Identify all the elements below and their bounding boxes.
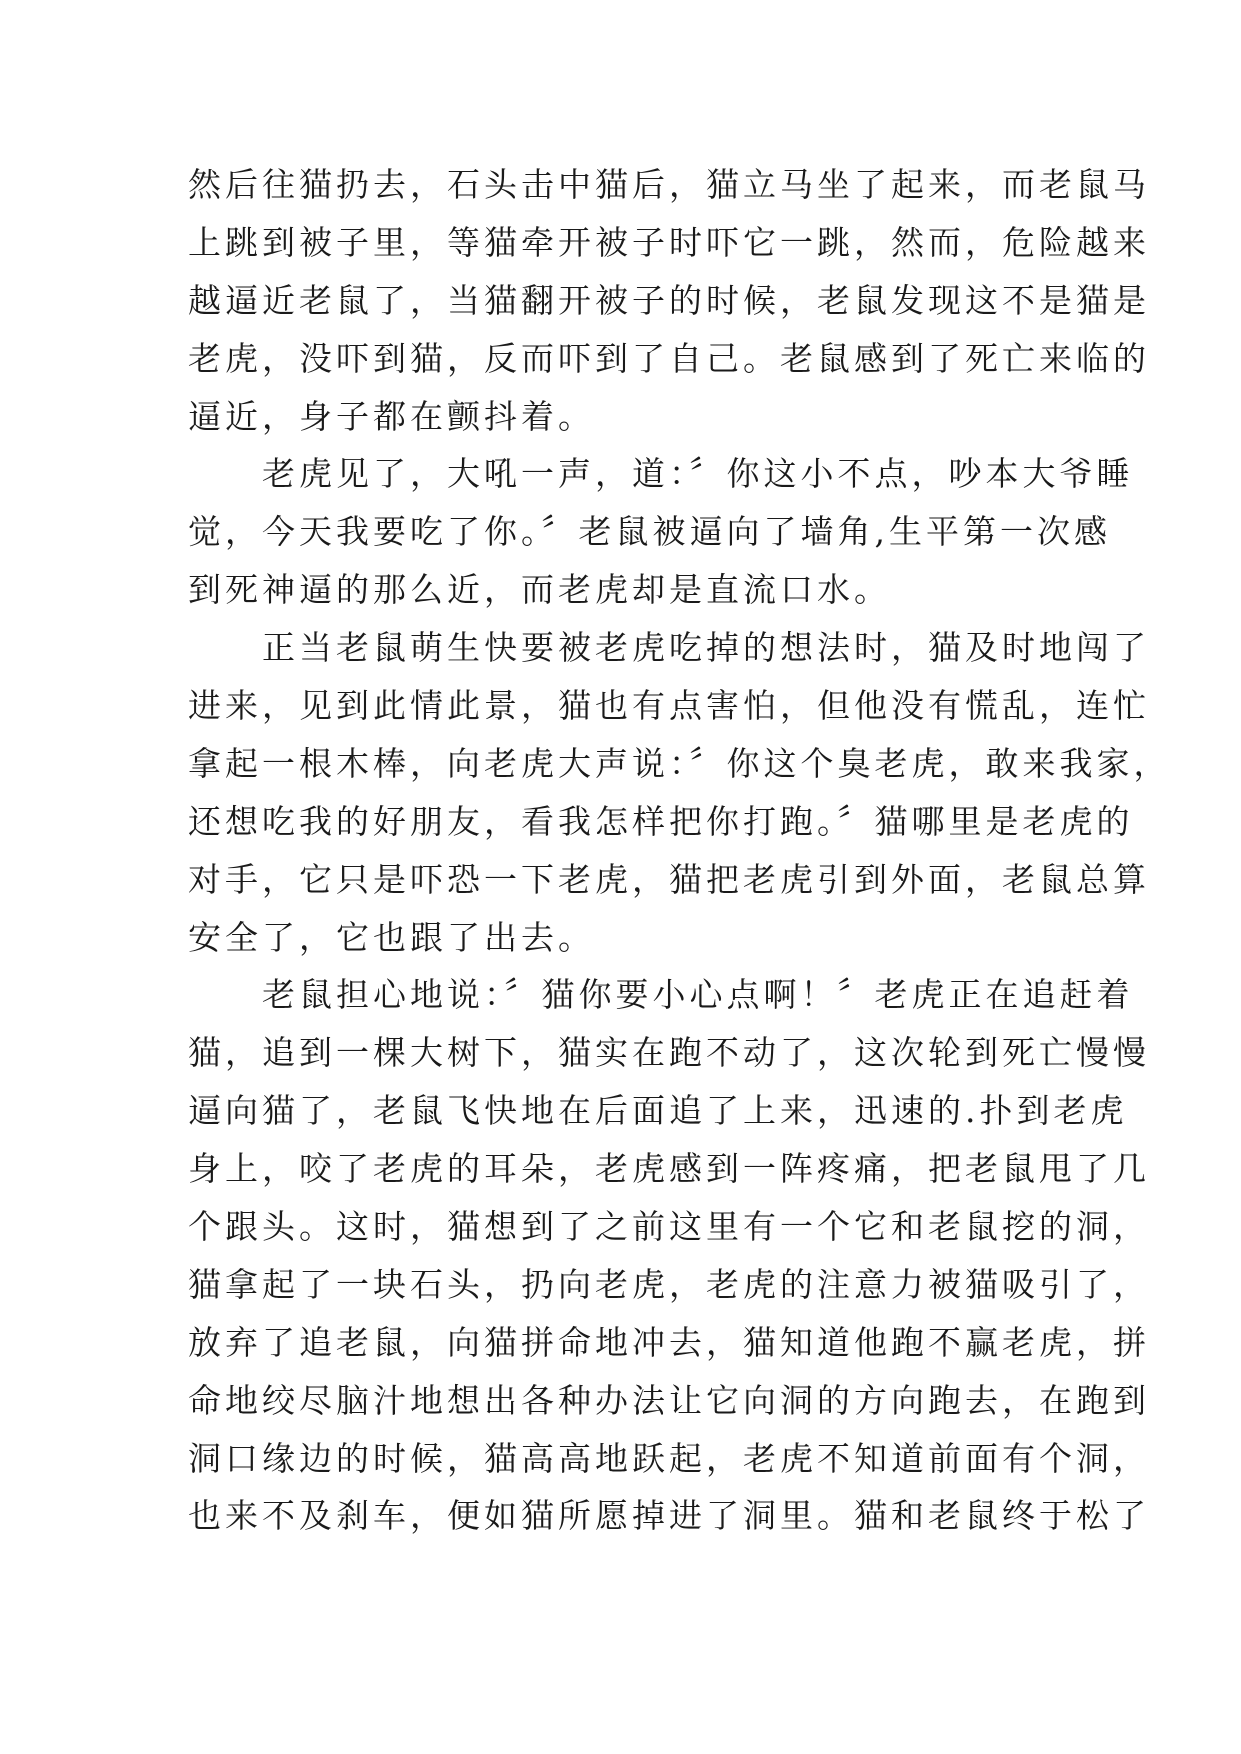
text-line: 还想吃我的好朋友，看我怎样把你打跑。〞猫哪里是老虎的 bbox=[188, 801, 1134, 841]
text-line: 越逼近老鼠了，当猫翻开被子的时候，老鼠发现这不是猫是 bbox=[188, 280, 1150, 320]
text-line: 也来不及刹车，便如猫所愿掉进了洞里。猫和老鼠终于松了 bbox=[188, 1496, 1150, 1536]
text-line: 放弃了追老鼠，向猫拼命地冲去，猫知道他跑不赢老虎，拼 bbox=[188, 1322, 1150, 1362]
text-line: 个跟头。这时，猫想到了之前这里有一个它和老鼠挖的洞， bbox=[188, 1207, 1150, 1247]
text-line: 猫拿起了一块石头，扔向老虎，老虎的注意力被猫吸引了， bbox=[188, 1264, 1150, 1304]
text-line: 对手，它只是吓恐一下老虎，猫把老虎引到外面，老鼠总算 bbox=[188, 859, 1150, 899]
text-line: 拿起一根木棒，向老虎大声说：〞你这个臭老虎，敢来我家， bbox=[188, 743, 1171, 783]
text-line: 逼近，身子都在颤抖着。 bbox=[188, 396, 595, 436]
text-line: 进来，见到此情此景，猫也有点害怕，但他没有慌乱，连忙 bbox=[188, 686, 1150, 726]
text-line: 猫，追到一棵大树下，猫实在跑不动了，这次轮到死亡慢慢 bbox=[188, 1033, 1150, 1073]
story-text bbox=[188, 156, 1171, 1545]
text-line: 逼向猫了，老鼠飞快地在后面追了上来，迅速的.扑到老虎 bbox=[188, 1091, 1128, 1131]
text-line: 上跳到被子里，等猫牵开被子时吓它一跳，然而，危险越来 bbox=[188, 222, 1150, 262]
text-line: 到死神逼的那么近，而老虎却是直流口水。 bbox=[188, 570, 891, 610]
text-line: 老虎，没吓到猫，反而吓到了自己。老鼠感到了死亡来临的 bbox=[188, 338, 1150, 378]
text-line: 然后往猫扔去，石头击中猫后，猫立马坐了起来，而老鼠马 bbox=[188, 165, 1150, 204]
text-line: 命地绞尽脑汁地想出各种办法让它向洞的方向跑去，在跑到 bbox=[188, 1380, 1150, 1420]
text-line: 老鼠担心地说：〞猫你要小心点啊！〞老虎正在追赶着 bbox=[188, 975, 1134, 1015]
text-line: 老虎见了，大吼一声，道：〞你这小不点，吵本大爷睡 bbox=[188, 454, 1134, 494]
text-line: 正当老鼠萌生快要被老虎吃掉的想法时，猫及时地闯了 bbox=[188, 628, 1150, 668]
text-line: 觉，今天我要吃了你。〞老鼠被逼向了墙角,生平第一次感 bbox=[188, 512, 1111, 552]
text-line: 身上，咬了老虎的耳朵，老虎感到一阵疼痛，把老鼠甩了几 bbox=[188, 1149, 1150, 1189]
text-line: 洞口缘边的时候，猫高高地跃起，老虎不知道前面有个洞， bbox=[188, 1438, 1150, 1478]
text-line: 安全了，它也跟了出去。 bbox=[188, 917, 595, 957]
